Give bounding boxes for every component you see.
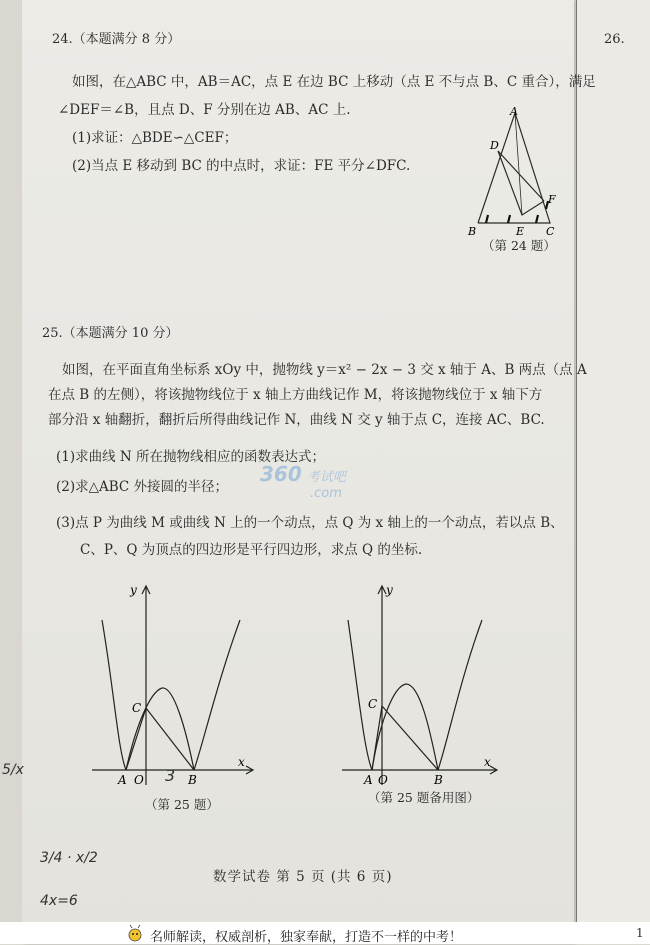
watermark-site: 考试吧 [306, 470, 346, 485]
curve-m-left [348, 620, 372, 770]
banner-page-number: 1 [636, 926, 644, 940]
curve-m-right [438, 620, 482, 770]
q25-line-3: 部分沿 x 轴翻折，翻折后所得曲线记作 N，曲线 N 交 y 轴于点 C，连接 AC、BC. [48, 412, 545, 428]
watermark-logo [260, 462, 346, 501]
adjacent-page-strip [576, 0, 650, 944]
right-label-o: O [378, 773, 388, 787]
watermark-number: 360 [260, 462, 302, 486]
right-label-y: y [386, 583, 393, 597]
left-label-c: C [132, 701, 142, 715]
segment-bc [382, 706, 438, 770]
left-label-a: A [118, 773, 127, 787]
q24-line-2: ∠DEF＝∠B，且点 D、F 分别在边 AB、AC 上. [58, 102, 351, 118]
q25-line-7: C、P、Q 为顶点的四边形是平行四边形，求点 Q 的坐标. [80, 542, 423, 558]
q24-header: 24.（本题满分 8 分） [52, 32, 181, 47]
handwritten-note-3: 3 [165, 766, 176, 785]
q25-left-caption: （第 25 题） [145, 797, 219, 812]
q24-label-e: E [516, 225, 525, 238]
q25-line-5: (2)求△ABC 外接圆的半径； [56, 479, 229, 495]
q24-line-3: (1)求证：△BDE∽△CEF； [72, 130, 238, 146]
segment-ac [372, 706, 382, 770]
right-label-b: B [434, 773, 443, 787]
banner-slogan: 名师解读，权威剖析，独家奉献，打造不一样的中考！ [150, 930, 463, 945]
q25-graph-right [338, 580, 508, 790]
q25-header: 25.（本题满分 10 分） [42, 326, 179, 341]
q25-line-1: 如图，在平面直角坐标系 xOy 中，抛物线 y＝x² − 2x − 3 交 x 轴于 A、B 两点（点 A [62, 362, 587, 378]
curve-m-right [194, 620, 240, 770]
q25-line-2: 在点 B 的左侧），将该抛物线位于 x 轴上方曲线记作 M，将该抛物线位于 x 轴下方 [48, 387, 543, 403]
segment-ac [126, 708, 146, 770]
q24-label-d: D [490, 139, 499, 152]
left-label-o: O [134, 773, 144, 787]
q24-line-4: (2)当点 E 移动到 BC 的中点时，求证：FE 平分∠DFC. [72, 158, 411, 174]
left-label-y: y [130, 583, 137, 597]
curve-m-left [102, 620, 126, 770]
right-label-c: C [368, 697, 378, 711]
left-label-x: x [238, 755, 245, 769]
q24-label-a: A [510, 105, 518, 118]
handwritten-equation-note: 4x=6 [40, 893, 78, 909]
q24-figure-caption: （第 24 题） [482, 238, 556, 253]
q25-graph-left [88, 580, 258, 790]
q24-label-f: F [548, 193, 556, 206]
segment-df [498, 151, 544, 201]
left-label-b: B [188, 773, 197, 787]
adjacent-question-number: 26. [604, 32, 625, 47]
q24-label-c: C [546, 225, 555, 238]
watermark-domain: .com [310, 486, 342, 501]
right-label-a: A [364, 773, 373, 787]
q25-right-caption: （第 25 题备用图） [368, 790, 480, 805]
bee-mascot-icon [125, 924, 145, 944]
q25-line-6: (3)点 P 为曲线 M 或曲线 N 上的一个动点，点 Q 为 x 轴上的一个动点，若以点 B、 [56, 515, 564, 531]
right-label-x: x [484, 755, 491, 769]
handwritten-fraction-note: 3/4 · x/2 [40, 850, 98, 866]
q24-triangle-figure [460, 105, 570, 245]
q24-line-1: 如图，在△ABC 中，AB＝AC，点 E 在边 BC 上移动（点 E 不与点 B、C 重合），满足 [72, 74, 596, 90]
q25-line-4: (1)求曲线 N 所在抛物线相应的函数表达式； [56, 449, 326, 465]
page-footer: 数学试卷 第 5 页 (共 6 页) [213, 869, 393, 885]
handwritten-margin-note: 5/x [2, 762, 24, 778]
q24-label-b: B [468, 225, 477, 238]
